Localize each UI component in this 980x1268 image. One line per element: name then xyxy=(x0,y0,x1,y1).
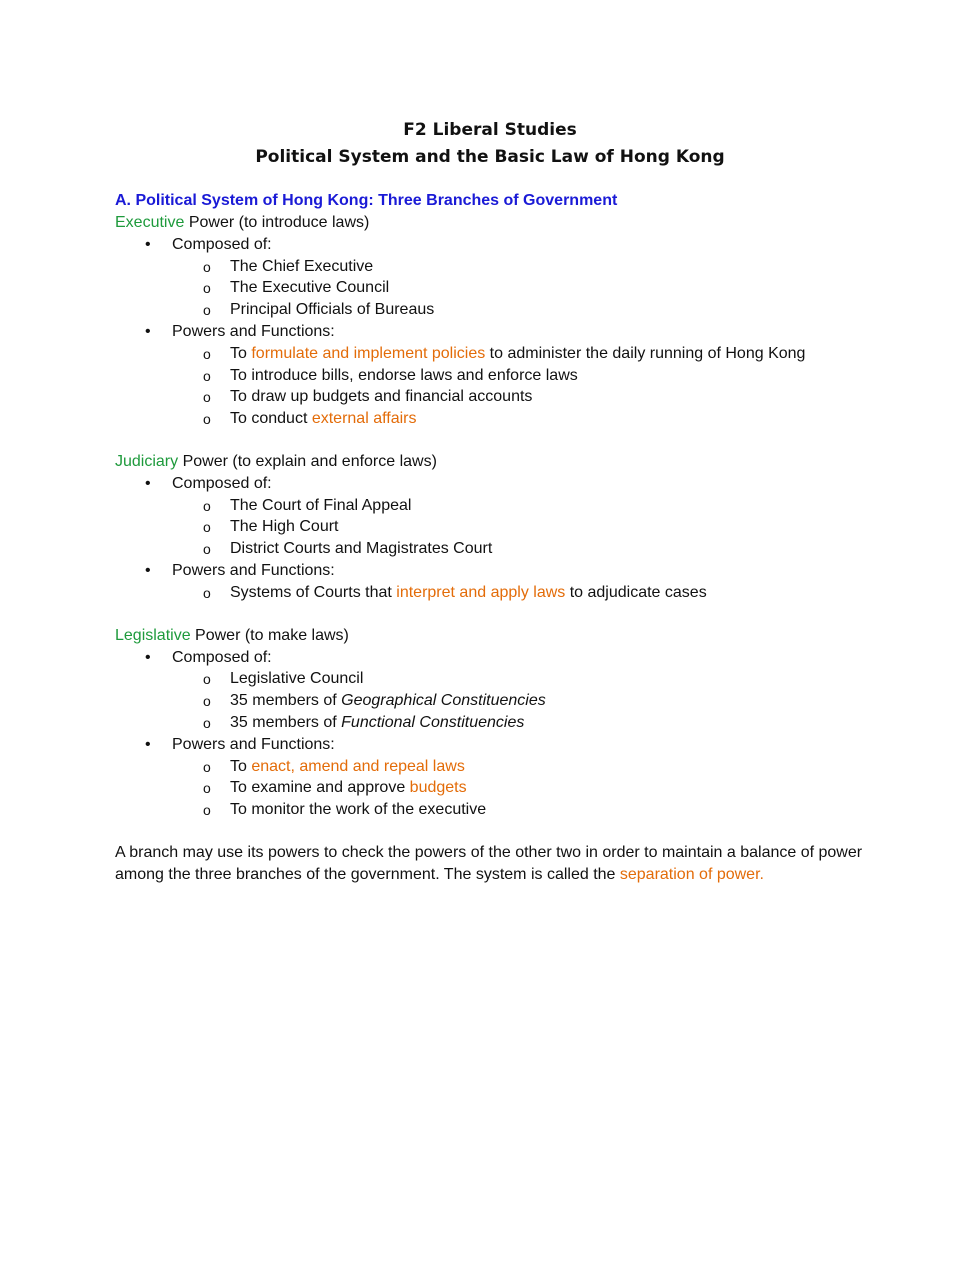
text-span: To xyxy=(230,758,252,775)
bullet-icon: • xyxy=(145,649,151,666)
judiciary-composed-item: The High Court xyxy=(230,518,339,535)
bullet-icon: • xyxy=(145,323,151,340)
italic-text: Functional Constituencies xyxy=(341,714,525,731)
executive-heading xyxy=(115,213,369,233)
text-span: To examine and approve xyxy=(230,779,410,796)
highlight-text: budgets xyxy=(409,779,467,796)
circle-bullet-icon: o xyxy=(203,780,211,796)
executive-power-item xyxy=(230,344,805,364)
bullet-icon: • xyxy=(145,475,151,492)
text-span: to administer the daily running of Hong Kong xyxy=(485,345,806,362)
executive-label: Executive xyxy=(115,214,185,231)
circle-bullet-icon: o xyxy=(203,519,211,535)
executive-composed-label: Composed of: xyxy=(172,236,272,253)
highlight-text: interpret and apply laws xyxy=(396,584,566,601)
highlight-text: enact, amend and repeal laws xyxy=(251,758,465,775)
circle-bullet-icon: o xyxy=(203,280,211,296)
text-span: to adjudicate cases xyxy=(565,584,707,601)
judiciary-composed-item: District Courts and Magistrates Court xyxy=(230,540,493,557)
judiciary-composed-item: The Court of Final Appeal xyxy=(230,497,412,514)
legislative-power-item: To monitor the work of the executive xyxy=(230,801,487,818)
circle-bullet-icon: o xyxy=(203,302,211,318)
circle-bullet-icon: o xyxy=(203,368,211,384)
text-span: 35 members of xyxy=(230,714,342,731)
executive-powers-label: Powers and Functions: xyxy=(172,323,335,340)
judiciary-label: Judiciary xyxy=(115,453,179,470)
bullet-icon: • xyxy=(145,236,151,253)
circle-bullet-icon: o xyxy=(203,389,211,405)
document-title: F2 Liberal Studies xyxy=(403,120,577,140)
legislative-label: Legislative xyxy=(115,627,191,644)
executive-composed-item: Principal Officials of Bureaus xyxy=(230,301,435,318)
highlight-text: external affairs xyxy=(311,410,417,427)
highlight-text: formulate and implement policies xyxy=(251,345,486,362)
circle-bullet-icon: o xyxy=(203,346,211,362)
legislative-power-item xyxy=(230,778,467,798)
text-span: To conduct xyxy=(230,410,312,427)
executive-desc: Power (to introduce laws) xyxy=(184,214,370,231)
legislative-composed-label: Composed of: xyxy=(172,649,272,666)
executive-power-item xyxy=(230,409,416,429)
conclusion-paragraph xyxy=(115,842,875,886)
circle-bullet-icon: o xyxy=(203,585,211,601)
italic-text: Geographical Constituencies xyxy=(341,692,546,709)
circle-bullet-icon: o xyxy=(203,498,211,514)
circle-bullet-icon: o xyxy=(203,671,211,687)
legislative-composed-item xyxy=(230,713,524,733)
circle-bullet-icon: o xyxy=(203,759,211,775)
legislative-power-item xyxy=(230,757,465,777)
circle-bullet-icon: o xyxy=(203,541,211,557)
judiciary-desc: Power (to explain and enforce laws) xyxy=(178,453,437,470)
highlight-text: separation of power. xyxy=(619,866,764,883)
legislative-powers-label: Powers and Functions: xyxy=(172,736,335,753)
circle-bullet-icon: o xyxy=(203,715,211,731)
executive-composed-item: The Chief Executive xyxy=(230,258,374,275)
judiciary-powers-label: Powers and Functions: xyxy=(172,562,335,579)
legislative-composed-item xyxy=(230,691,546,711)
circle-bullet-icon: o xyxy=(203,693,211,709)
bullet-icon: • xyxy=(145,562,151,579)
text-span: Systems of Courts that xyxy=(230,584,397,601)
judiciary-heading xyxy=(115,452,437,472)
text-span: 35 members of xyxy=(230,692,342,709)
judiciary-power-item xyxy=(230,583,707,603)
circle-bullet-icon: o xyxy=(203,802,211,818)
legislative-composed-item: Legislative Council xyxy=(230,670,364,687)
bullet-icon: • xyxy=(145,736,151,753)
circle-bullet-icon: o xyxy=(203,259,211,275)
document-subtitle: Political System and the Basic Law of Hong Kong xyxy=(255,147,725,167)
executive-power-item: To draw up budgets and financial accounts xyxy=(230,388,533,405)
text-span: To xyxy=(230,345,252,362)
legislative-heading xyxy=(115,626,349,646)
legislative-desc: Power (to make laws) xyxy=(190,627,349,644)
circle-bullet-icon: o xyxy=(203,411,211,427)
section-a-heading: A. Political System of Hong Kong: Three Branches of Government xyxy=(115,192,618,209)
executive-composed-item: The Executive Council xyxy=(230,279,390,296)
text-span: A branch may use its powers to check the powers of the other two in order to maintain a balance of power among the three branches of the government. The system is called the xyxy=(115,844,863,883)
judiciary-composed-label: Composed of: xyxy=(172,475,272,492)
executive-power-item: To introduce bills, endorse laws and enforce laws xyxy=(230,367,578,384)
